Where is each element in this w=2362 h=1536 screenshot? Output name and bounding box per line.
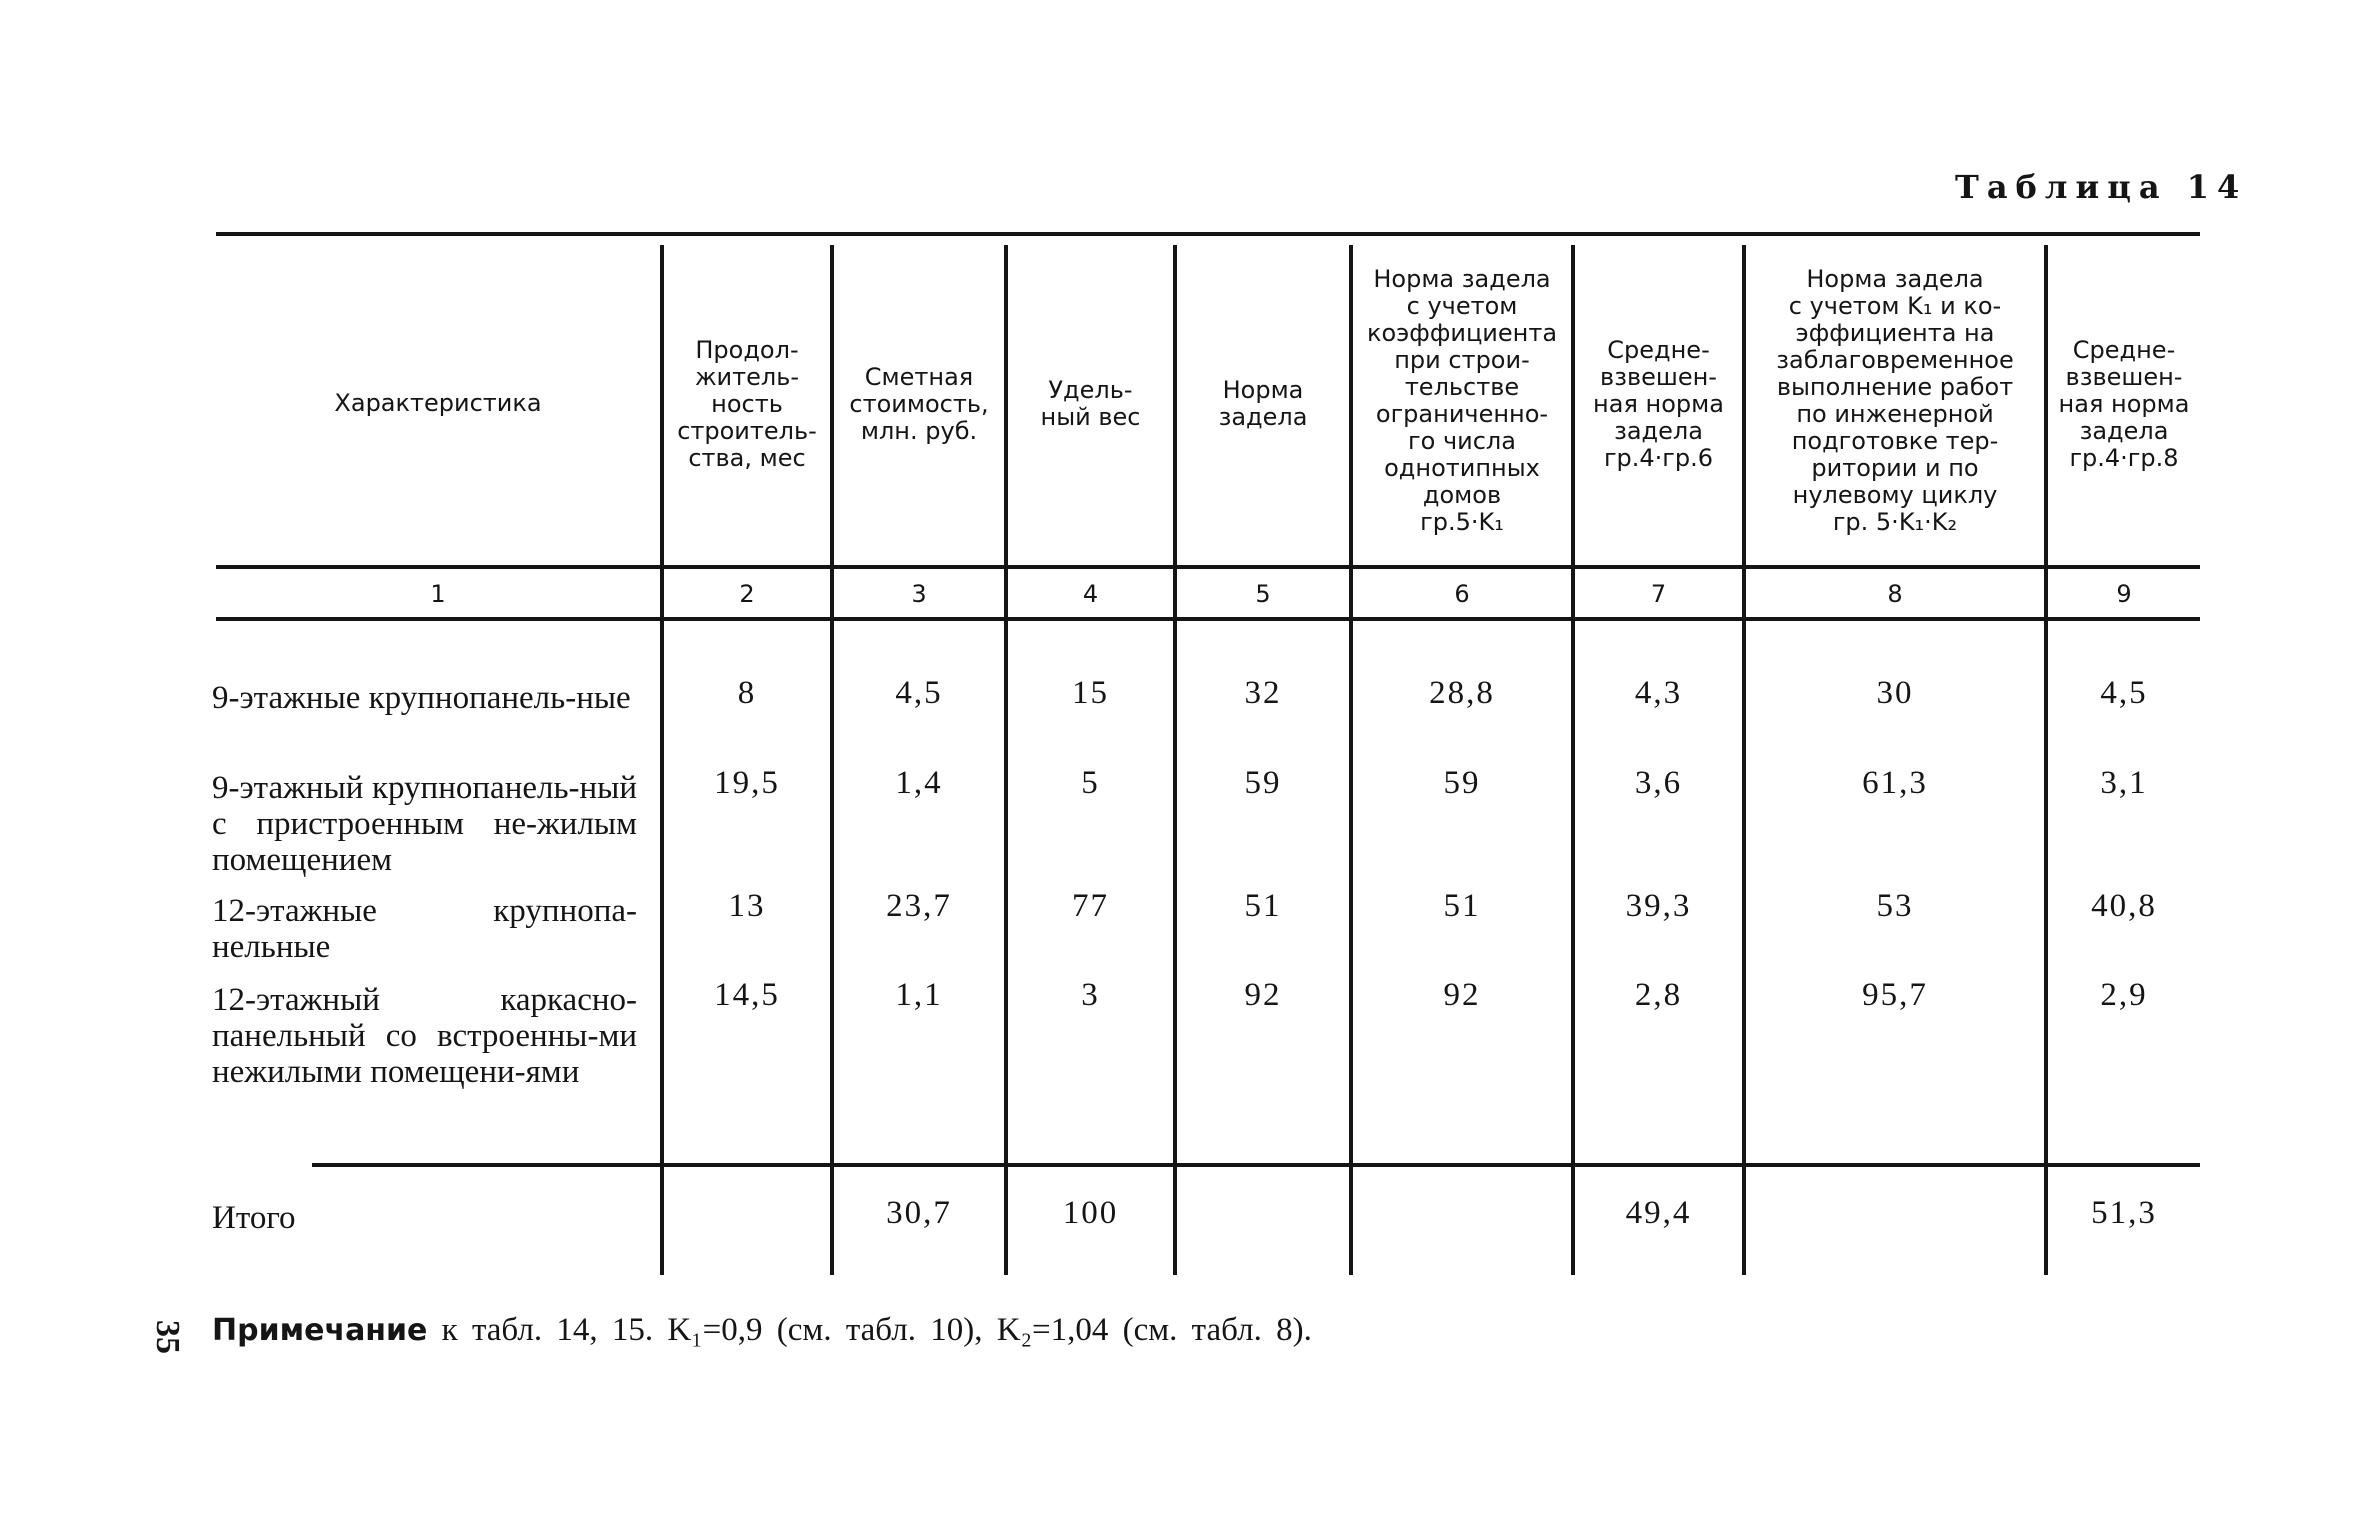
row-label: 12-этажные крупнопа-нельные — [212, 893, 637, 965]
cell-norm: 32 — [1244, 675, 1282, 711]
cell-weighted-8: 3,1 — [2100, 765, 2148, 801]
note-text: к табл. 14, 15. K₁=0,9 (см. табл. 10), K₂=1,04 (см. табл. 8). — [441, 1312, 1312, 1348]
cell-norm: 59 — [1244, 765, 1282, 801]
cell-norm-k1: 51 — [1443, 888, 1481, 924]
column-number: 8 — [1887, 580, 1903, 608]
header-specific-weight: Удель- ный вес — [1040, 376, 1141, 431]
row-label: 12-этажный каркасно-панельный со встроенны-ми нежилыми помещени-ями — [212, 982, 637, 1090]
cell-weighted-6: 4,3 — [1634, 675, 1683, 711]
header-characteristic: Характеристика — [334, 389, 542, 417]
cell-weight: 77 — [1072, 888, 1109, 924]
column-numbers-bottom-rule — [216, 617, 2200, 621]
cell-weighted-6: 39,3 — [1625, 888, 1692, 924]
header-norm-k1: Норма задела с учетом коэффициента при строи- тельстве ограниченно- го числа однотипных домов гр.5·K₁ — [1366, 265, 1558, 536]
column-number: 2 — [739, 580, 755, 608]
header-weighted-norm-6: Средне- взвешен- ная норма задела гр.4·гр.6 — [1593, 336, 1724, 472]
column-number: 7 — [1650, 580, 1667, 608]
cell-weighted-6: 3,6 — [1634, 765, 1683, 801]
cell-norm-k1-k2: 95,7 — [1862, 977, 1928, 1013]
row-label: 9-этажные крупнопанель-ные — [212, 680, 631, 716]
cell-weight: 5 — [1081, 765, 1100, 801]
header-estimated-cost: Сметная стоимость, млн. руб. — [849, 363, 989, 445]
header-backlog-norm: Норма задела — [1218, 376, 1308, 431]
total-top-rule — [312, 1163, 2200, 1167]
cell-norm-k1-k2: 61,3 — [1862, 765, 1928, 801]
table-note — [212, 1312, 1312, 1349]
header-norm-k1-k2: Норма задела с учетом K₁ и ко- эффициента на заблаговременное выполнение работ по инженерной подготовке тер- ритории и по нулевому циклу гр. 5·K₁·K₂ — [1776, 265, 2014, 536]
cell-norm-k1: 59 — [1443, 765, 1481, 801]
column-number: 3 — [911, 580, 927, 608]
total-cost: 30,7 — [886, 1195, 952, 1231]
cell-weighted-6: 2,8 — [1634, 977, 1683, 1013]
cell-norm-k1-k2: 53 — [1876, 888, 1914, 924]
cell-weighted-8: 40,8 — [2091, 888, 2157, 924]
cell-duration: 14,5 — [714, 977, 780, 1013]
cell-norm-k1: 92 — [1443, 977, 1481, 1013]
header-bottom-rule — [216, 565, 2200, 569]
total-label: Итого — [212, 1200, 296, 1236]
cell-duration: 8 — [737, 675, 757, 711]
column-number: 4 — [1082, 580, 1099, 608]
total-weight: 100 — [1062, 1195, 1119, 1231]
cell-norm: 51 — [1244, 888, 1282, 924]
column-number: 9 — [2116, 580, 2132, 608]
header-duration: Продол- житель- ность строитель- ства, мес — [677, 336, 817, 472]
column-number: 6 — [1454, 580, 1470, 608]
header-weighted-norm-8: Средне- взвешен- ная норма задела гр.4·гр.8 — [2058, 336, 2190, 472]
cell-cost: 1,1 — [895, 977, 943, 1013]
cell-weight: 3 — [1081, 977, 1100, 1013]
cell-duration: 13 — [728, 888, 766, 924]
cell-cost: 4,5 — [895, 675, 943, 711]
row-label: 9-этажный крупнопанель-ный с пристроенным не-жилым помещением — [212, 770, 637, 878]
column-number: 1 — [430, 580, 446, 608]
cell-duration: 19,5 — [714, 765, 780, 801]
total-weighted-8: 51,3 — [2091, 1195, 2157, 1231]
table-title: Таблица 14 — [1955, 168, 2248, 206]
cell-norm-k1: 28,8 — [1429, 675, 1495, 711]
cell-cost: 23,7 — [886, 888, 952, 924]
note-heading: Примечание — [212, 1313, 428, 1348]
cell-cost: 1,4 — [895, 765, 943, 801]
cell-weighted-8: 2,9 — [2100, 977, 2148, 1013]
cell-norm-k1-k2: 30 — [1876, 675, 1914, 711]
column-number: 5 — [1255, 580, 1271, 608]
page-number: 35 — [149, 1320, 186, 1354]
cell-weighted-8: 4,5 — [2100, 675, 2148, 711]
cell-norm: 92 — [1244, 977, 1282, 1013]
table-top-rule — [216, 232, 2200, 236]
total-weighted-6: 49,4 — [1625, 1195, 1692, 1231]
cell-weight: 15 — [1072, 675, 1109, 711]
